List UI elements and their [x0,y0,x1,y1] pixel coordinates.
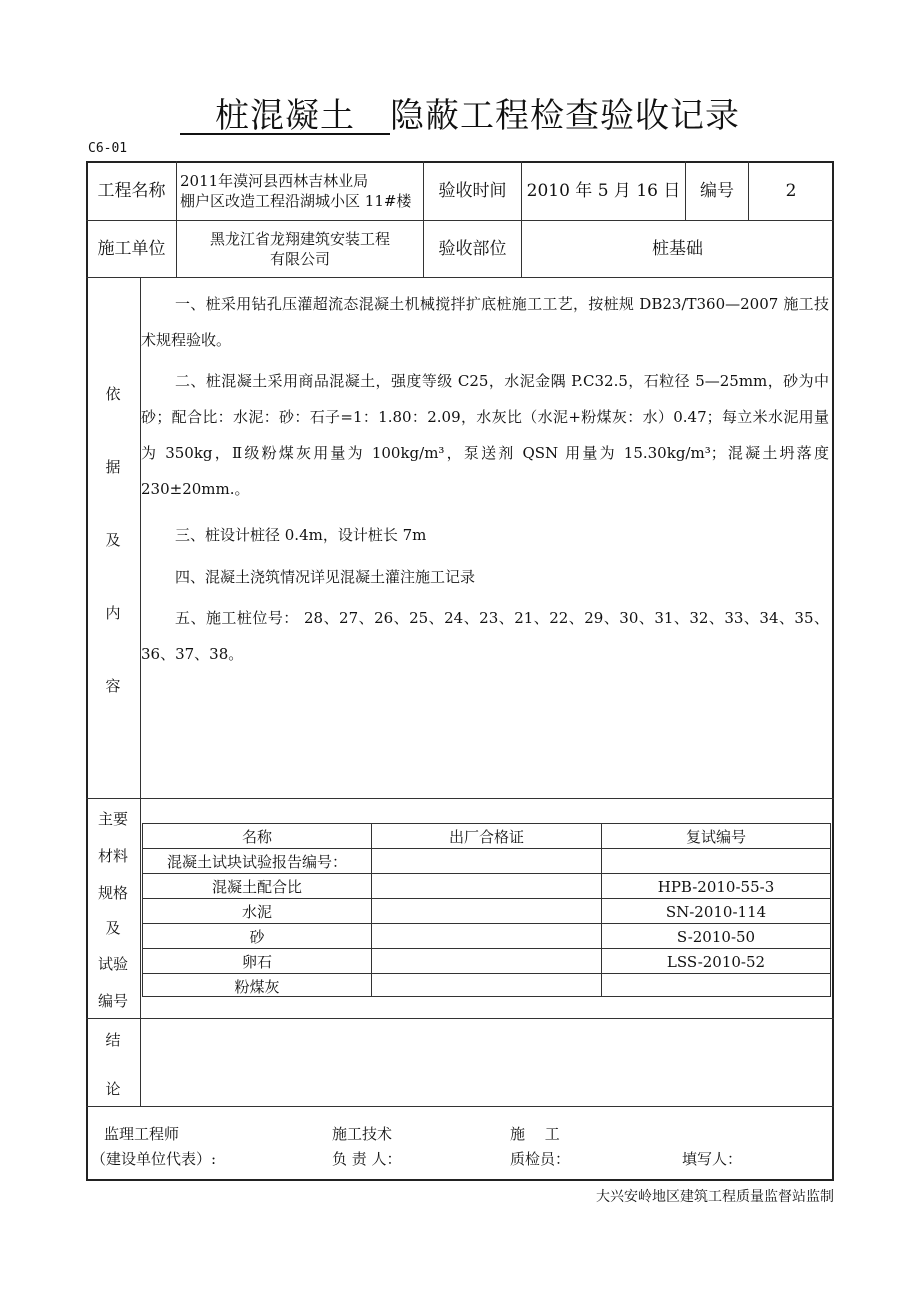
basis-label-char: 依 [105,385,121,403]
qc-label-1: 施 工 [510,1125,560,1143]
builder-line1: 黑龙江省龙翔建筑安装工程 [209,230,390,248]
builder-line2: 有限公司 [269,250,330,268]
part-label: 验收部位 [438,239,507,259]
basis-paragraph-1: 一、桩采用钻孔压灌超流态混凝土机械搅拌扩底桩施工工艺，按桩规 DB23/T360—2007 施工技术规程验收。 [141,295,829,349]
project-name-value [177,162,423,220]
title-main: 隐蔽工程检查验收记录 [390,96,740,136]
materials-label-char: 主要 [97,810,128,828]
project-name-line1: 2011年漠河县西林吉林业局 [180,172,369,190]
qc-label-2: 质检员： [510,1150,571,1168]
materials-label-char: 编号 [97,992,128,1010]
number-value: 2 [785,181,797,201]
material-retest [602,974,830,999]
materials-label-char: 及 [105,919,121,937]
tech-lead-label-1: 施工技术 [332,1125,393,1143]
conclusion-label-char: 结 [105,1031,121,1049]
material-retest: S-2010-50 [676,927,756,946]
title-prefix: 桩混凝土 [215,96,355,136]
materials-label-char: 规格 [97,884,128,902]
basis-paragraph-3: 三、桩设计桩径 0.4m，设计桩长 7m [175,526,427,544]
material-cert [372,924,601,949]
supervisor-label-2: （建设单位代表）: [91,1150,217,1168]
tech-lead-label-2: 负 责 人： [332,1150,402,1168]
conclusion-content [141,1019,833,1105]
inspect-time-value: 2010 年 5 月 16 日 [526,181,681,201]
inspect-time-label: 验收时间 [438,181,507,201]
builder-label: 施工单位 [97,239,166,259]
materials-label-char: 材料 [97,847,128,865]
builder-value [177,221,423,277]
basis-label-char: 及 [105,531,121,549]
material-name: 砂 [249,928,265,946]
column-header: 复试编号 [685,828,746,846]
footer-issuer: 大兴安岭地区建筑工程质量监督站监制 [596,1189,834,1205]
page-title [0,88,920,137]
materials-label-char: 试验 [97,955,128,973]
material-cert [372,949,601,974]
material-name: 混凝土试块试验报告编号： [166,853,347,871]
filler-label: 填写人： [682,1150,743,1168]
material-name: 卵石 [241,953,272,971]
column-header: 名称 [241,828,272,846]
basis-paragraph-2: 二、桩混凝土采用商品混凝土，强度等级 C25，水泥金隅 P.C32.5，石粒径 5—25mm，砂为中砂；配合比：水泥：砂：石子=1：1.80：2.09，水灰比（水泥+粉煤灰：水）0.47；每立米水泥用量为 350kg，Ⅱ级粉煤灰用量为 100kg/m³，泵送剂 QSN 用量为 15.30kg/m³；混凝土坍落度 230±20mm.。 [141,372,829,498]
project-name-line2: 棚户区改造工程沿湖城小区 11#楼 [180,192,412,210]
material-retest: HPB-2010-55-3 [657,877,775,896]
row-divider [86,798,834,799]
material-cert [372,849,601,874]
basis-label-char: 内 [105,604,121,622]
material-retest: LSS-2010-52 [666,952,766,971]
material-cert [372,974,601,999]
material-retest: SN-2010-114 [665,902,767,921]
row-divider [86,1106,834,1107]
basis-label-char: 据 [105,458,121,476]
form-code: C6-01 [88,141,128,156]
conclusion-label-char: 论 [105,1080,121,1098]
number-label: 编号 [700,181,734,201]
materials-table [142,823,831,997]
project-name-label: 工程名称 [97,181,166,201]
basis-paragraph-4: 四、混凝土浇筑情况详见混凝土灌注施工记录 [175,568,476,586]
material-name: 水泥 [241,903,272,921]
supervisor-label-1: 监理工程师 [104,1125,180,1143]
material-cert [372,899,601,924]
material-name: 混凝土配合比 [211,878,302,896]
material-name: 粉煤灰 [234,978,280,996]
basis-label-char: 容 [105,677,121,695]
row-divider [86,277,834,278]
material-retest [602,849,830,874]
basis-paragraph-5: 五、施工桩位号： 28、27、26、25、24、23、21、22、29、30、31、32、33、34、35、36、37、38。 [141,609,829,663]
part-value: 桩基础 [652,239,703,259]
column-header: 出厂合格证 [448,828,524,846]
material-cert [372,874,601,899]
